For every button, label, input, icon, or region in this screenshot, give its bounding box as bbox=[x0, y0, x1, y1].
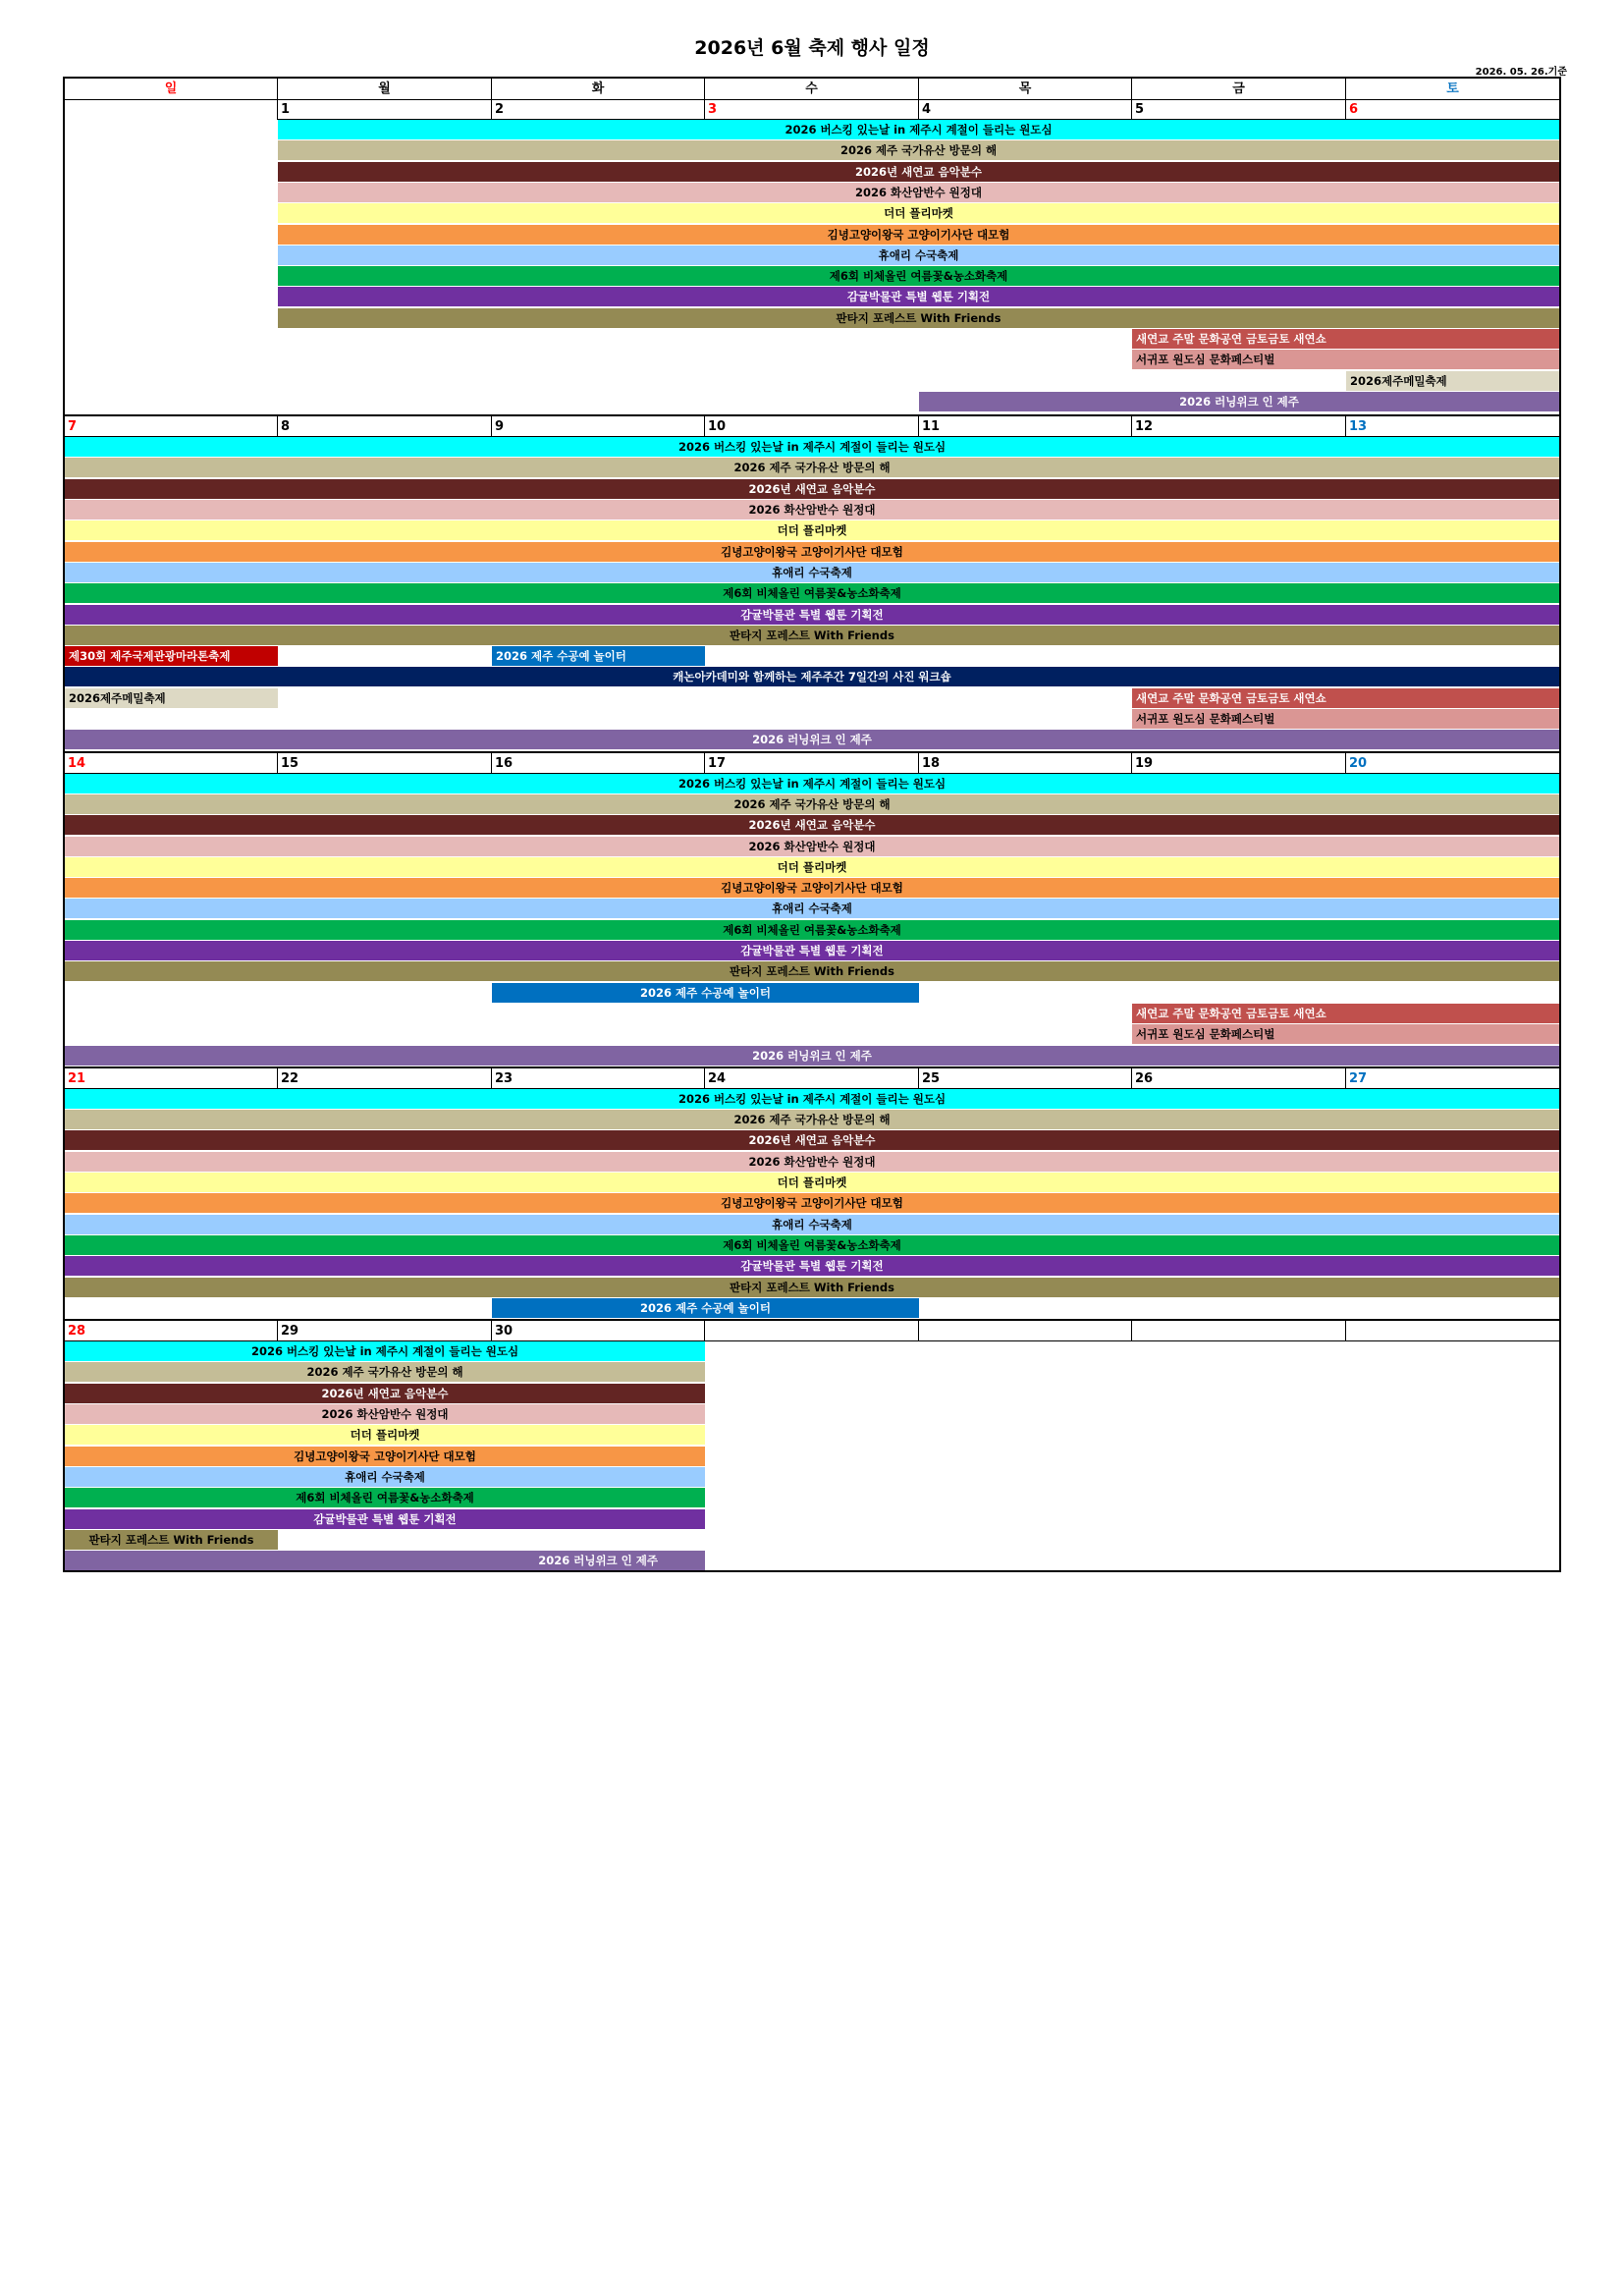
event-bar[interactable]: 서귀포 원도심 문화페스티벌 bbox=[1132, 709, 1559, 729]
event-bar[interactable]: 2026년 새연교 음악분수 bbox=[65, 815, 1559, 835]
event-bar[interactable]: 제6회 비체올린 여름꽃&농소화축제 bbox=[65, 1235, 1559, 1255]
event-bar[interactable]: 2026년 새연교 음악분수 bbox=[65, 1384, 705, 1403]
weekday-header-cell: 월 bbox=[278, 79, 492, 99]
day-number: 1 bbox=[278, 99, 492, 120]
event-bar[interactable]: 감귤박물관 특별 웹툰 기획전 bbox=[65, 941, 1559, 960]
event-bar[interactable]: 2026 화산암반수 원정대 bbox=[278, 183, 1559, 202]
event-bar[interactable]: 판타지 포레스트 With Friends bbox=[278, 308, 1559, 328]
day-number: 22 bbox=[278, 1068, 492, 1089]
day-number: 13 bbox=[1346, 416, 1559, 437]
event-bar[interactable]: 2026 제주 국가유산 방문의 해 bbox=[278, 140, 1559, 160]
day-number: 8 bbox=[278, 416, 492, 437]
event-bar[interactable]: 새연교 주말 문화공연 금토금토 새연쇼 bbox=[1132, 688, 1559, 708]
day-number: 19 bbox=[1132, 753, 1346, 774]
event-bar[interactable]: 2026 제주 수공예 놀이터 bbox=[492, 1298, 919, 1318]
event-bar[interactable]: 더더 플리마켓 bbox=[65, 1425, 705, 1445]
event-bar[interactable]: 2026 버스킹 있는날 in 제주시 계절이 들리는 원도심 bbox=[65, 1341, 705, 1361]
event-bar[interactable]: 김녕고양이왕국 고양이기사단 대모험 bbox=[65, 542, 1559, 562]
event-bar[interactable]: 김녕고양이왕국 고양이기사단 대모험 bbox=[278, 225, 1559, 245]
week-row bbox=[65, 99, 1559, 414]
event-bar[interactable]: 2026 제주 국가유산 방문의 해 bbox=[65, 1362, 705, 1382]
event-bar[interactable]: 2026 버스킹 있는날 in 제주시 계절이 들리는 원도심 bbox=[65, 437, 1559, 457]
column-divider bbox=[1345, 1321, 1346, 1341]
event-bar[interactable]: 더더 플리마켓 bbox=[65, 857, 1559, 877]
event-bar[interactable]: 2026 버스킹 있는날 in 제주시 계절이 들리는 원도심 bbox=[65, 1089, 1559, 1109]
as-of-date: 2026. 05. 26.기준 bbox=[1475, 67, 1567, 78]
event-bar[interactable]: 2026 제주 수공예 놀이터 bbox=[492, 646, 705, 666]
event-bar[interactable]: 캐논아카데미와 함께하는 제주주간 7일간의 사진 워크숍 bbox=[65, 667, 1559, 686]
day-number: 3 bbox=[705, 99, 919, 120]
event-bar[interactable]: 2026년 새연교 음악분수 bbox=[65, 479, 1559, 499]
day-number: 2 bbox=[492, 99, 705, 120]
week-row bbox=[65, 1319, 1559, 1571]
event-bar[interactable]: 휴애리 수국축제 bbox=[65, 1467, 705, 1487]
event-bar[interactable]: 휴애리 수국축제 bbox=[65, 563, 1559, 582]
event-bar[interactable]: 김녕고양이왕국 고양이기사단 대모험 bbox=[65, 1193, 1559, 1213]
event-bar[interactable]: 새연교 주말 문화공연 금토금토 새연쇼 bbox=[1132, 1004, 1559, 1023]
day-number: 12 bbox=[1132, 416, 1346, 437]
event-bar[interactable]: 2026 러닝위크 인 제주 bbox=[65, 730, 1559, 749]
event-bar[interactable]: 제6회 비체올린 여름꽃&농소화축제 bbox=[65, 920, 1559, 940]
week-row bbox=[65, 414, 1559, 751]
event-bar[interactable]: 판타지 포레스트 With Friends bbox=[65, 626, 1559, 645]
event-bar[interactable]: 2026 제주 국가유산 방문의 해 bbox=[65, 1110, 1559, 1129]
day-number: 16 bbox=[492, 753, 705, 774]
day-number: 7 bbox=[65, 416, 278, 437]
page-title: 2026년 6월 축제 행사 일정 bbox=[694, 37, 930, 59]
event-bar[interactable]: 김녕고양이왕국 고양이기사단 대모험 bbox=[65, 878, 1559, 898]
event-bar[interactable]: 새연교 주말 문화공연 금토금토 새연쇼 bbox=[1132, 329, 1559, 349]
column-divider bbox=[918, 1321, 919, 1341]
day-number: 5 bbox=[1132, 99, 1346, 120]
day-number: 29 bbox=[278, 1321, 492, 1341]
day-number: 17 bbox=[705, 753, 919, 774]
event-bar[interactable]: 2026 화산암반수 원정대 bbox=[65, 500, 1559, 519]
day-number: 25 bbox=[919, 1068, 1132, 1089]
event-bar[interactable]: 판타지 포레스트 With Friends bbox=[65, 961, 1559, 981]
day-number: 18 bbox=[919, 753, 1132, 774]
event-bar[interactable]: 2026 화산암반수 원정대 bbox=[65, 837, 1559, 856]
day-number: 9 bbox=[492, 416, 705, 437]
event-bar[interactable]: 감귤박물관 특별 웹툰 기획전 bbox=[65, 1256, 1559, 1276]
event-bar[interactable]: 2026 제주 국가유산 방문의 해 bbox=[65, 458, 1559, 477]
event-bar[interactable]: 2026 러닝위크 인 제주 bbox=[919, 392, 1559, 411]
day-number: 30 bbox=[492, 1321, 705, 1341]
event-bar[interactable]: 2026 러닝위크 인 제주 bbox=[65, 1046, 1559, 1066]
day-number: 21 bbox=[65, 1068, 278, 1089]
day-number: 14 bbox=[65, 753, 278, 774]
event-bar[interactable]: 휴애리 수국축제 bbox=[65, 1215, 1559, 1234]
event-bar[interactable]: 김녕고양이왕국 고양이기사단 대모험 bbox=[65, 1447, 705, 1466]
event-bar[interactable]: 제30회 제주국제관광마라톤축제 bbox=[65, 646, 278, 666]
event-bar[interactable]: 감귤박물관 특별 웹툰 기획전 bbox=[278, 287, 1559, 306]
event-bar[interactable]: 2026 제주 국가유산 방문의 해 bbox=[65, 794, 1559, 814]
event-bar[interactable]: 2026 제주 수공예 놀이터 bbox=[492, 983, 919, 1003]
day-number: 23 bbox=[492, 1068, 705, 1089]
day-number: 4 bbox=[919, 99, 1132, 120]
event-bar[interactable]: 판타지 포레스트 With Friends bbox=[65, 1530, 278, 1550]
weekday-header-cell: 목 bbox=[919, 79, 1132, 99]
event-bar[interactable]: 휴애리 수국축제 bbox=[278, 246, 1559, 265]
event-bar[interactable]: 2026 버스킹 있는날 in 제주시 계절이 들리는 원도심 bbox=[278, 120, 1559, 139]
week-row bbox=[65, 1066, 1559, 1319]
event-bar[interactable]: 2026 러닝위크 인 제주 bbox=[65, 1551, 705, 1570]
day-number: 20 bbox=[1346, 753, 1559, 774]
event-bar[interactable]: 휴애리 수국축제 bbox=[65, 899, 1559, 918]
day-number: 10 bbox=[705, 416, 919, 437]
event-bar[interactable]: 서귀포 원도심 문화페스티벌 bbox=[1132, 1024, 1559, 1044]
calendar-grid bbox=[63, 77, 1561, 1572]
empty-day-area bbox=[705, 1340, 1559, 1341]
weekday-header bbox=[65, 79, 1559, 100]
column-divider bbox=[1131, 1321, 1132, 1341]
event-bar[interactable]: 2026제주메밀축제 bbox=[65, 688, 278, 708]
day-number: 28 bbox=[65, 1321, 278, 1341]
event-bar[interactable]: 2026 화산암반수 원정대 bbox=[65, 1152, 1559, 1172]
event-bar[interactable]: 더더 플리마켓 bbox=[65, 520, 1559, 540]
event-bar[interactable]: 2026년 새연교 음악분수 bbox=[278, 162, 1559, 182]
day-number: 15 bbox=[278, 753, 492, 774]
weekday-header-cell: 화 bbox=[492, 79, 705, 99]
event-bar[interactable]: 서귀포 원도심 문화페스티벌 bbox=[1132, 350, 1559, 369]
weekday-header-cell: 금 bbox=[1132, 79, 1346, 99]
event-bar[interactable]: 2026 화산암반수 원정대 bbox=[65, 1404, 705, 1424]
event-bar[interactable]: 2026 버스킹 있는날 in 제주시 계절이 들리는 원도심 bbox=[65, 774, 1559, 793]
event-bar[interactable]: 감귤박물관 특별 웹툰 기획전 bbox=[65, 605, 1559, 625]
event-bar[interactable]: 2026제주메밀축제 bbox=[1346, 371, 1559, 391]
day-number: 24 bbox=[705, 1068, 919, 1089]
event-bar[interactable]: 판타지 포레스트 With Friends bbox=[65, 1278, 1559, 1297]
day-number: 27 bbox=[1346, 1068, 1559, 1089]
event-bar[interactable]: 제6회 비체올린 여름꽃&농소화축제 bbox=[278, 266, 1559, 286]
event-bar[interactable]: 더더 플리마켓 bbox=[65, 1173, 1559, 1192]
week-row bbox=[65, 751, 1559, 1066]
day-number: 11 bbox=[919, 416, 1132, 437]
weekday-header-cell: 일 bbox=[65, 79, 278, 99]
event-bar[interactable]: 제6회 비체올린 여름꽃&농소화축제 bbox=[65, 1488, 705, 1507]
day-number: 26 bbox=[1132, 1068, 1346, 1089]
event-bar[interactable]: 2026년 새연교 음악분수 bbox=[65, 1130, 1559, 1150]
weekday-header-cell: 수 bbox=[705, 79, 919, 99]
day-number: 6 bbox=[1346, 99, 1559, 120]
event-bar[interactable]: 제6회 비체올린 여름꽃&농소화축제 bbox=[65, 583, 1559, 603]
weekday-header-cell: 토 bbox=[1446, 82, 1459, 96]
event-bar[interactable]: 더더 플리마켓 bbox=[278, 203, 1559, 223]
event-bar[interactable]: 감귤박물관 특별 웹툰 기획전 bbox=[65, 1509, 705, 1529]
